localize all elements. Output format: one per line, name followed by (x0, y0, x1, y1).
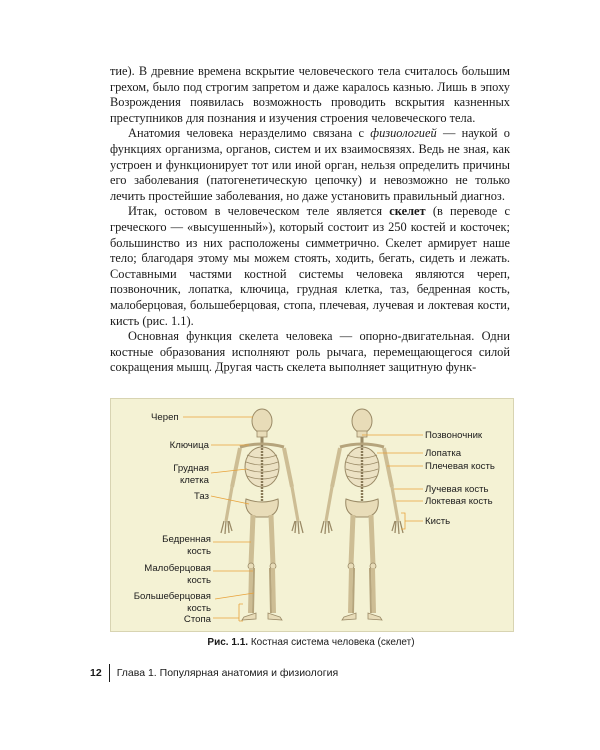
page-footer (90, 664, 338, 682)
p3-bold-term: скелет (389, 204, 426, 219)
skeleton-figure (110, 398, 514, 632)
label-radius: Лучевая кость (425, 484, 489, 495)
p3-text-1: Итак, остовом в человеческом теле является (128, 204, 390, 219)
label-spine: Позвоночник (425, 430, 483, 441)
label-hand: Кисть (425, 516, 451, 527)
label-skull: Череп (151, 412, 179, 423)
label-scapula: Лопатка (425, 448, 462, 459)
label-ulna: Локтевая кость (425, 496, 493, 507)
label-humerus: Плечевая кость (425, 461, 495, 472)
label-femur-line1: Бедренная (162, 534, 211, 545)
label-pelvis: Таз (193, 491, 209, 502)
page-number: 12 (90, 667, 102, 679)
label-chest-line2: клетка (179, 475, 209, 486)
p2-text-2: — наукой о функциях организма, органов, систем и их взаимосвязях. Ведь не зная, как устроен и функционирует тот или иной орган, нельзя определить причины его заболевания (патогенетическую цепочку) и невозможно не только лечить простейшие заболевания, но даже установить правильный диагноз. (110, 126, 510, 203)
paragraph-4: Основная функция скелета человека — опорно-двигательная. Одни костные образования исполняют роль рычага, перемещающегося силой сокращения мышц. Другая часть скелета выполняет защитную функ- (110, 329, 510, 375)
footer-divider (109, 664, 110, 682)
paragraph-1: тие). В древние времена вскрытие человеческого тела считалось большим грехом, было под строгим запретом и даже каралось казнью. Лишь в эпоху Возрождения появилась возможность проводить вскрытия казненных преступников для познания и изучения строения человеческого тела. (110, 64, 510, 125)
label-fibula-line1: Малоберцовая (144, 563, 211, 574)
label-foot: Стопа (183, 614, 211, 625)
p2-text-1: Анатомия человека неразделимо связана с (128, 126, 371, 141)
chapter-title: Глава 1. Популярная анатомия и физиология (116, 667, 339, 679)
caption-label: Рис. 1.1. (207, 637, 249, 648)
skeleton-front-view (221, 409, 303, 620)
label-chest-line1: Грудная (173, 463, 209, 474)
label-fibula-line2: кость (187, 575, 211, 586)
leader-lines (183, 417, 423, 621)
figure-caption (110, 637, 512, 648)
paragraph-2 (110, 126, 510, 204)
caption-text: Костная система человека (скелет) (248, 637, 415, 648)
label-tibia-line1: Большеберцовая (133, 591, 211, 602)
label-clavicle: Ключица (169, 440, 209, 451)
label-femur-line2: кость (187, 546, 211, 557)
p2-emphasis: физиологией (370, 126, 437, 141)
p3-text-2: (в переводе с греческого — «высушенный»), который состоит из 250 костей и косточек; большинство из них расположены симметрично. Скелет армирует наше тело; благодаря этому мы можем стоять, ходить, бегать, сидеть и лежать. Составными частями костной системы человека являются череп, позвоночник, лопатка, ключица, грудная клетка, таз, бедренная кость, малоберцовая, большеберцовая, стопа, плечевая, лучевая и локтевая кости, кисть (рис. 1.1). (110, 204, 510, 328)
paragraph-3 (110, 204, 510, 329)
skeleton-back-view (321, 409, 403, 620)
skeleton-illustration (111, 399, 513, 631)
label-tibia-line2: кость (187, 603, 211, 614)
body-text (110, 64, 510, 376)
